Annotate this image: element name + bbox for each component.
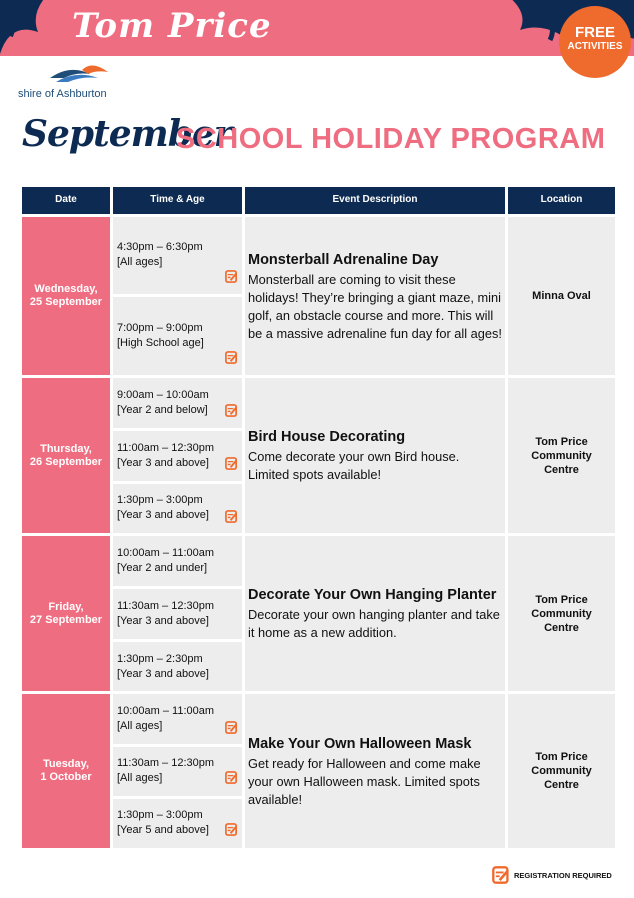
- time-slot: [113, 297, 242, 375]
- slot-time: 11:30am – 12:30pm: [117, 600, 215, 612]
- column-header-date: Date: [22, 187, 110, 214]
- day-cell: [22, 536, 110, 691]
- banner-title: Tom Price: [72, 6, 272, 46]
- event-location: Minna Oval: [508, 217, 615, 375]
- badge-line-2: ACTIVITIES: [567, 41, 623, 52]
- time-slot: [113, 536, 242, 586]
- slot-time: 7:00pm – 9:00pm: [117, 322, 203, 334]
- slot-age: [All ages]: [117, 772, 163, 784]
- time-slot: [113, 589, 242, 639]
- slot-age: [High School age]: [117, 337, 204, 349]
- program-title: SCHOOL HOLIDAY PROGRAM: [176, 123, 606, 155]
- day-date: 27 September: [29, 613, 103, 626]
- registration-icon: [225, 351, 238, 364]
- slot-age: [All ages]: [117, 256, 163, 268]
- slot-time: 10:00am – 11:00am: [117, 705, 215, 717]
- slot-age: [Year 3 and above]: [117, 457, 209, 469]
- header-banner: [0, 0, 634, 56]
- day-date: 25 September: [29, 296, 103, 308]
- registration-legend-text: REGISTRATION REQUIRED: [514, 871, 612, 880]
- slot-time: 9:00am – 10:00am: [117, 389, 209, 401]
- event-title: Bird House Decorating: [248, 429, 406, 445]
- time-slot: [113, 694, 242, 744]
- event-title: Monsterball Adrenaline Day: [248, 251, 439, 268]
- time-slot: [113, 431, 242, 481]
- slot-time: 10:00am – 11:00am: [117, 547, 215, 559]
- registration-icon: [225, 457, 238, 470]
- registration-icon: [225, 771, 238, 784]
- time-slot: [113, 378, 242, 428]
- day-name: Wednesday,: [34, 283, 98, 295]
- time-slot: [113, 642, 242, 691]
- slot-age: [Year 2 and below]: [117, 404, 208, 416]
- badge-line-1: FREE: [574, 24, 615, 41]
- time-slot: [113, 217, 242, 294]
- registration-icon: [225, 721, 238, 734]
- free-activities-badge: [559, 6, 631, 78]
- event-text: Monsterball are coming to visit these holidays! They’re bringing a giant maze, mini golf, an obstacle course and more. This will be a massive adrenaline fun day for all ages!: [248, 271, 502, 341]
- event-text: Decorate your own hanging planter and take it home as a new addition.: [248, 607, 500, 640]
- slot-age: [Year 2 and under]: [117, 562, 208, 574]
- registration-icon: [492, 866, 510, 884]
- shire-logo-icon: [46, 62, 116, 84]
- day-name: Friday,: [48, 600, 84, 613]
- event-title: Make Your Own Halloween Mask: [248, 735, 472, 752]
- program-heading: [22, 113, 622, 173]
- month-script: September: [22, 113, 232, 155]
- event-text: Come decorate your own Bird house. Limited spots available!: [248, 449, 460, 482]
- slot-time: 1:30pm – 3:00pm: [117, 494, 203, 506]
- slot-time: 1:30pm – 2:30pm: [117, 653, 203, 665]
- shire-logo-text: shire of Ashburton: [18, 88, 107, 100]
- day-name: Tuesday,: [42, 758, 90, 770]
- column-header-location: Location: [508, 187, 615, 214]
- day-cell: [22, 378, 110, 533]
- slot-age: [Year 3 and above]: [117, 668, 209, 680]
- day-date: 26 September: [29, 455, 103, 468]
- registration-icon: [225, 823, 238, 836]
- slot-time: 11:30am – 12:30pm: [117, 757, 215, 769]
- slot-age: [All ages]: [117, 720, 163, 732]
- event-text: Get ready for Halloween and come make your own Halloween mask. Limited spots available!: [248, 755, 481, 807]
- slot-time: 1:30pm – 3:00pm: [117, 809, 203, 821]
- event-description: [245, 217, 505, 375]
- event-description: [245, 536, 505, 691]
- slot-age: [Year 5 and above]: [117, 824, 209, 836]
- registration-icon: [225, 510, 238, 523]
- day-name: Thursday,: [40, 442, 92, 455]
- day-cell: [22, 217, 110, 375]
- slot-age: [Year 3 and above]: [117, 509, 209, 521]
- slot-age: [Year 3 and above]: [117, 615, 209, 627]
- event-location: Tom Price Community Centre: [508, 378, 615, 533]
- column-header-event: Event Description: [245, 187, 505, 214]
- column-header-time: Time & Age: [113, 187, 242, 214]
- shire-logo: [18, 62, 128, 102]
- time-slot: [113, 799, 242, 848]
- event-description: [245, 694, 505, 848]
- registration-icon: [225, 270, 238, 283]
- slot-time: 4:30pm – 6:30pm: [117, 241, 203, 253]
- time-slot: [113, 484, 242, 533]
- day-cell: [22, 694, 110, 848]
- time-slot: [113, 747, 242, 796]
- brush-stroke-decoration: [0, 0, 60, 56]
- day-date: 1 October: [40, 771, 92, 783]
- event-location: Tom Price Community Centre: [508, 694, 615, 848]
- event-location: Tom Price Community Centre: [508, 536, 615, 691]
- registration-icon: [225, 404, 238, 417]
- event-description: [245, 378, 505, 533]
- slot-time: 11:00am – 12:30pm: [117, 442, 215, 454]
- event-title: Decorate Your Own Hanging Planter: [248, 587, 497, 603]
